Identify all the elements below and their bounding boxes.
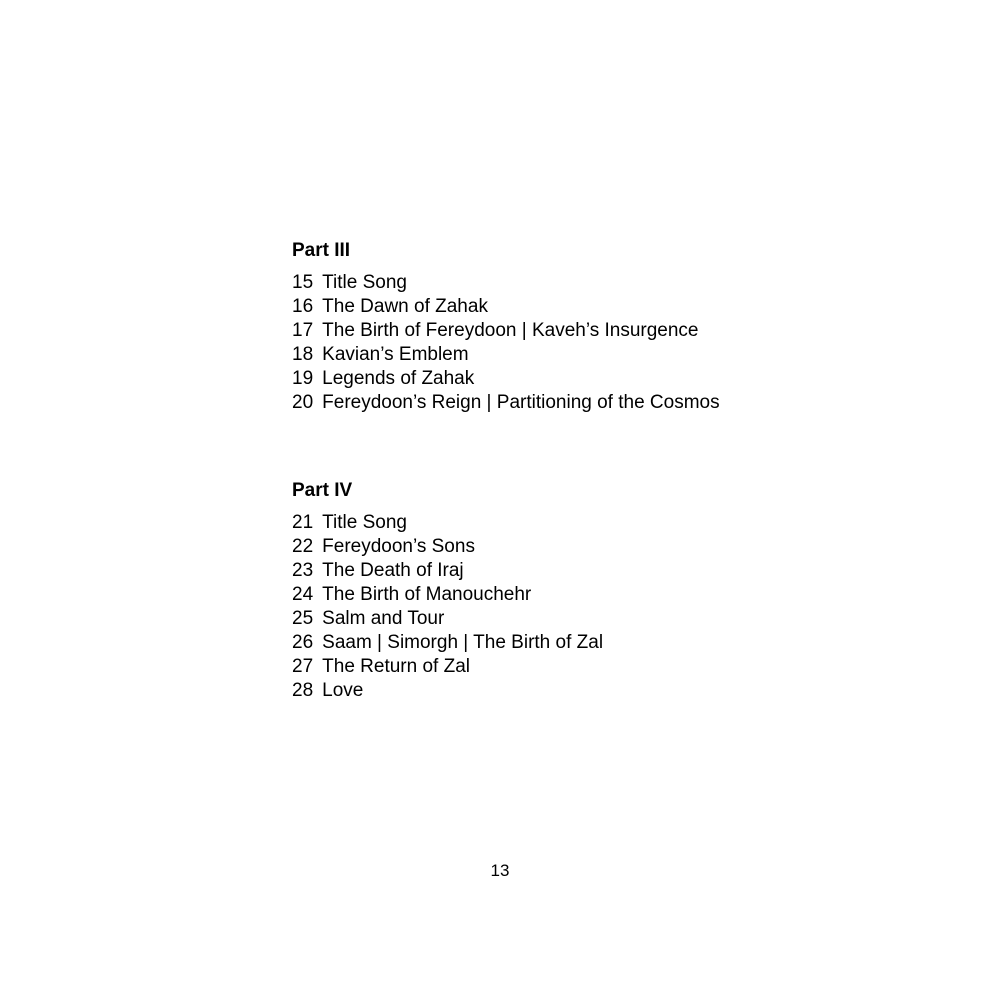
track-title: The Death of Iraj	[322, 560, 464, 581]
track-item	[292, 655, 603, 679]
track-number: 21	[292, 512, 314, 533]
track-item	[292, 367, 720, 391]
track-title: Kavian’s Emblem	[322, 344, 469, 365]
track-title: Love	[322, 680, 364, 701]
track-number: 17	[292, 320, 314, 341]
track-item	[292, 271, 720, 295]
track-item	[292, 679, 603, 703]
track-title: Fereydoon’s Sons	[322, 536, 475, 557]
track-title: Salm and Tour	[322, 608, 445, 629]
track-number: 18	[292, 344, 314, 365]
part-heading: Part IV	[292, 480, 353, 501]
track-list	[292, 271, 720, 415]
track-number: 27	[292, 656, 314, 677]
track-item	[292, 631, 603, 655]
track-title: Title Song	[322, 272, 407, 293]
track-number: 23	[292, 560, 314, 581]
track-item	[292, 319, 720, 343]
track-number: 15	[292, 272, 314, 293]
track-item	[292, 343, 720, 367]
track-title: The Return of Zal	[322, 656, 470, 677]
track-item	[292, 559, 603, 583]
track-number: 19	[292, 368, 314, 389]
part-iii-section	[292, 239, 720, 415]
track-item	[292, 511, 603, 535]
track-number: 22	[292, 536, 314, 557]
track-item	[292, 583, 603, 607]
track-title: Fereydoon’s Reign | Partitioning of the Cosmos	[322, 392, 720, 413]
track-item	[292, 535, 603, 559]
part-heading: Part III	[292, 240, 351, 261]
track-title: The Birth of Manouchehr	[322, 584, 532, 605]
track-number: 16	[292, 296, 314, 317]
track-number: 20	[292, 392, 314, 413]
track-title: The Dawn of Zahak	[322, 296, 488, 317]
track-number: 25	[292, 608, 314, 629]
track-item	[292, 607, 603, 631]
track-number: 24	[292, 584, 314, 605]
track-number: 28	[292, 680, 314, 701]
track-number: 26	[292, 632, 314, 653]
track-title: Saam | Simorgh | The Birth of Zal	[322, 632, 604, 653]
track-title: Title Song	[322, 512, 407, 533]
track-list	[292, 511, 603, 703]
track-title: The Birth of Fereydoon | Kaveh’s Insurgence	[322, 320, 699, 341]
track-title: Legends of Zahak	[322, 368, 475, 389]
track-item	[292, 391, 720, 415]
page-number: 13	[490, 861, 510, 880]
track-item	[292, 295, 720, 319]
part-iv-section	[292, 479, 603, 703]
